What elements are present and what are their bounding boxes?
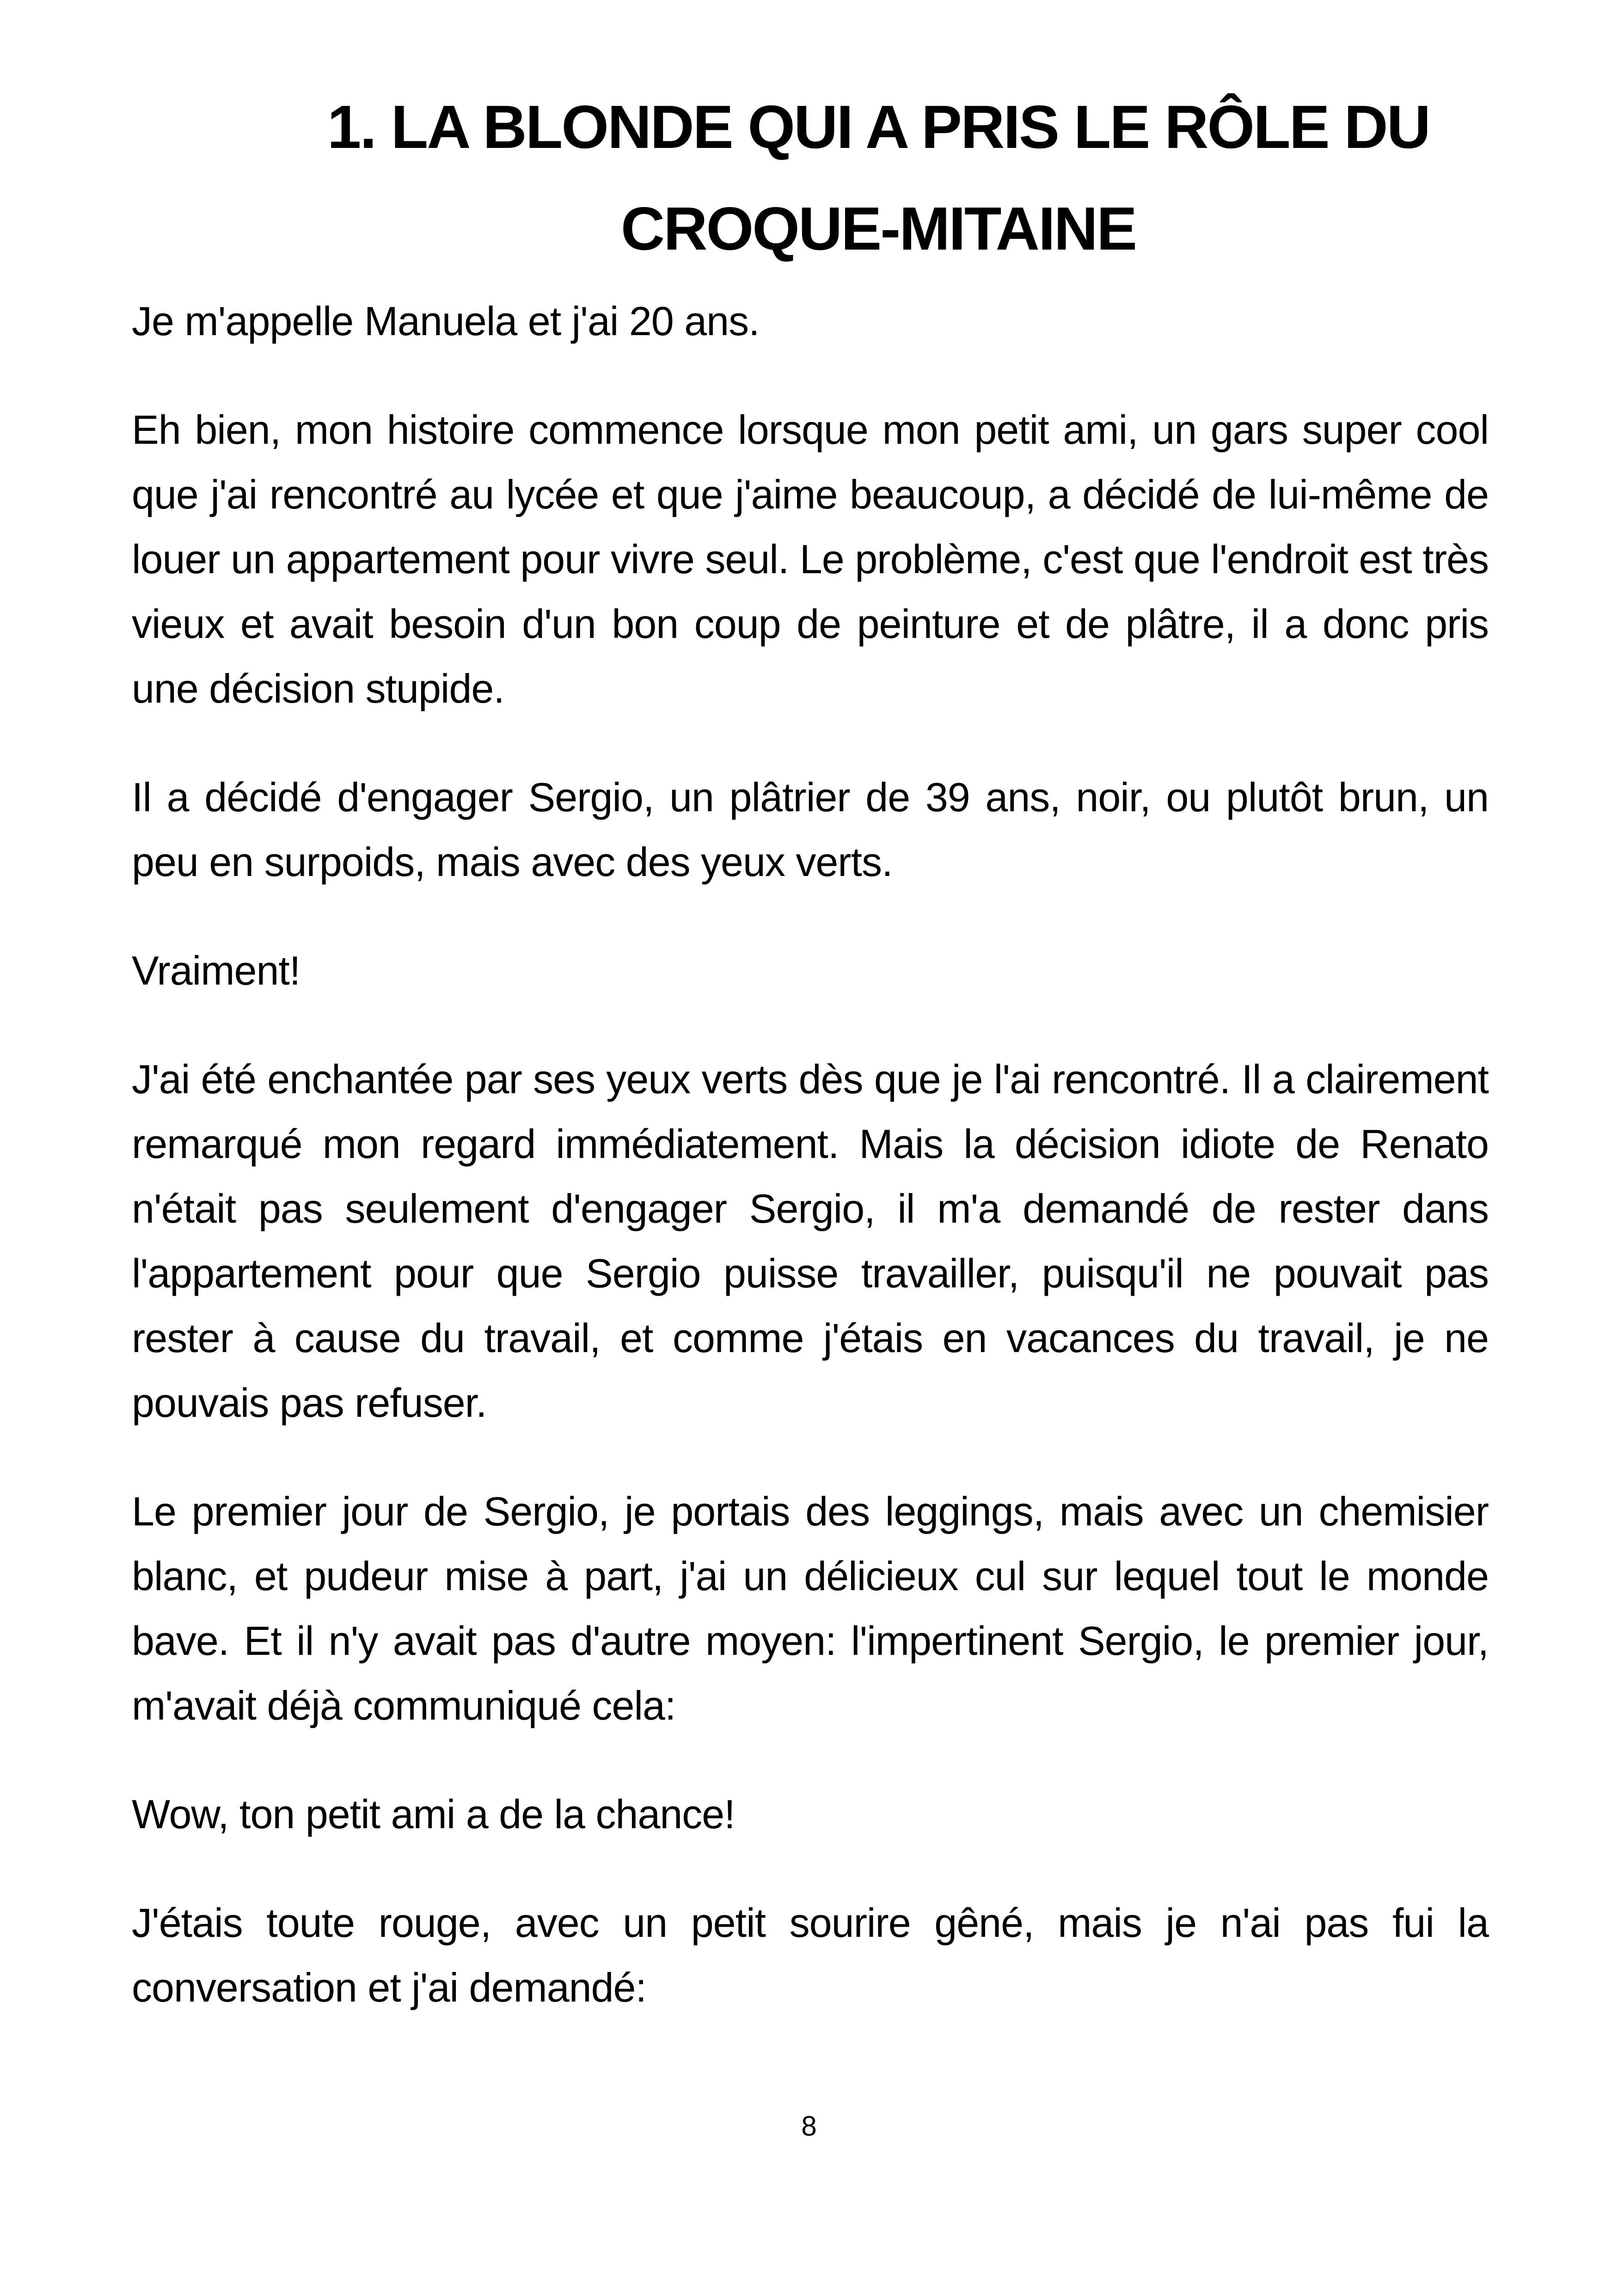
paragraph: Je m'appelle Manuela et j'ai 20 ans. [132, 298, 760, 344]
paragraph: Wow, ton petit ami a de la chance! [132, 1791, 735, 1837]
paragraph: Eh bien, mon histoire commence lorsque mon petit ami, un gars super cool que j'ai rencontré au lycée et que j'aime beaucoup, a décidé de lui-même de louer un appartement pour vivre seul. Le problème, c'est que l'endroit est très vieux et avait besoin d'un bon coup de peinture et de plâtre, il a donc pris une décision stupide. [132, 407, 1489, 711]
chapter-title: 1. LA BLONDE QUI A PRIS LE RÔLE DU CROQUE-MITAINE [327, 93, 1430, 263]
paragraph: Vraiment! [132, 948, 300, 993]
page-number: 8 [801, 2111, 817, 2142]
paragraph: Il a décidé d'engager Sergio, un plâtrier de 39 ans, noir, ou plutôt brun, un peu en surpoids, mais avec des yeux verts. [132, 774, 1489, 885]
chapter-body [132, 289, 1489, 2064]
paragraph: Le premier jour de Sergio, je portais des leggings, mais avec un chemisier blanc, et pudeur mise à part, j'ai un délicieux cul sur lequel tout le monde bave. Et il n'y avait pas d'autre moyen: l'impertinent Sergio, le premier jour, m'avait déjà communiqué cela: [132, 1488, 1489, 1728]
paragraph: J'étais toute rouge, avec un petit sourire gêné, mais je n'ai pas fui la conversation et j'ai demandé: [132, 1900, 1489, 2010]
paragraph: J'ai été enchantée par ses yeux verts dès que je l'ai rencontré. Il a clairement remarqué mon regard immédiatement. Mais la décision idiote de Renato n'était pas seulement d'engager Sergio, il m'a demandé de rester dans l'appartement pour que Sergio puisse travailler, puisqu'il ne pouvait pas rester à cause du travail, et comme j'étais en vacances du travail, je ne pouvais pas refuser. [132, 1056, 1489, 1426]
